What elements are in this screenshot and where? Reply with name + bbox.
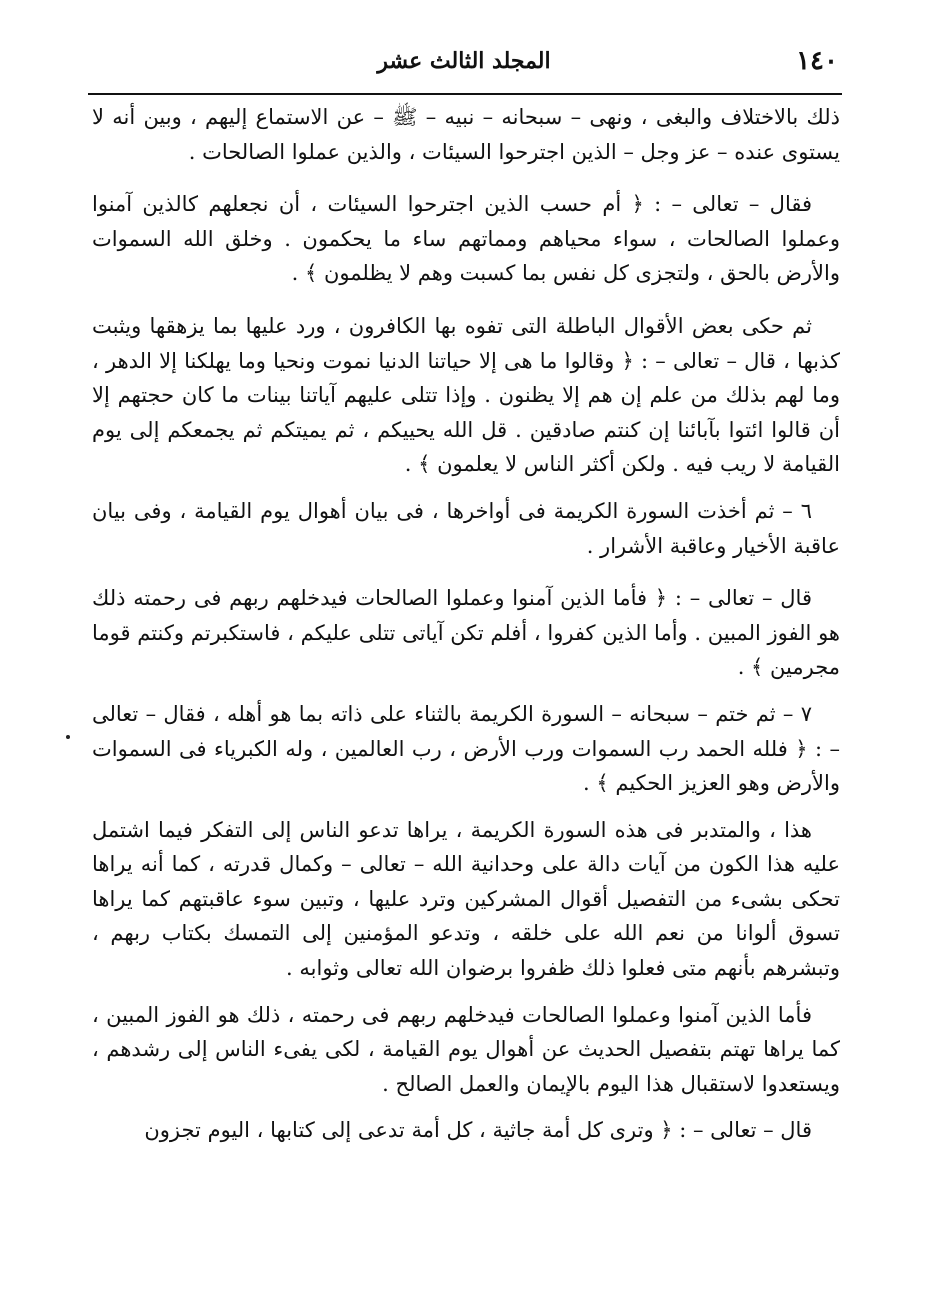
paragraph-5: قال – تعالى – : ﴿ فأما الذين آمنوا وعملوا الصالحات فيدخلهم ربهم فى رحمته ذلك هو الفوز المبين . وأما الذين كفروا ، أفلم تكن آياتى تتلى عليكم ، فاستكبرتم وكنتم قوما مجرمين ﴾ . [92, 586, 840, 680]
header-rule [88, 93, 842, 95]
paragraph-9: قال – تعالى – : ﴿ وترى كل أمة جاثية ، كل أمة تدعى إلى كتابها ، اليوم تجزون [144, 1118, 812, 1143]
paragraph-4: ٦ – ثم أخذت السورة الكريمة فى أواخرها ، فى بيان أهوال يوم القيامة ، وفى بيان عاقبة الأخيار وعاقبة الأشرار . [92, 498, 840, 558]
paragraph-8: فأما الذين آمنوا وعملوا الصالحات فيدخلهم ربهم فى رحمته ، ذلك هو الفوز المبين ، كما يراها تهتم بتفصيل الحديث عن أهوال يوم القيامة ، لكى يفىء الناس إلى رشدهم ، ويستعدوا لاستقبال هذا اليوم بالإيمان والعمل الصالح . [92, 1002, 840, 1096]
body-text [92, 100, 840, 1148]
paragraph-1: ذلك بالاختلاف والبغى ، ونهى – سبحانه – نبيه – ﷺ – عن الاستماع إليهم ، وبين أنه لا يستوى عنده – عز وجل – الذين اجترحوا السيئات ، والذين عملوا الصالحات . [92, 105, 840, 164]
paragraph-2: فقال – تعالى – : ﴿ أم حسب الذين اجترحوا السيئات ، أن نجعلهم كالذين آمنوا وعملوا الصالحات ، سواء محياهم ومماتهم ساء ما يحكمون . وخلق الله السموات والأرض بالحق ، ولتجزى كل نفس بما كسبت وهم لا يظلمون ﴾ . [92, 192, 840, 286]
page-number: ١٤٠ [796, 46, 838, 76]
paragraph-7: هذا ، والمتدبر فى هذه السورة الكريمة ، يراها تدعو الناس إلى التفكر فيما اشتمل عليه هذا الكون من آيات دالة على وحدانية الله – تعالى – وكمال قدرته ، كما أنه يراها تحكى بشىء من التفصيل أقوال المشركين وترد عليها ، وتبين سوء عاقبتهم كما يراها تسوق ألوانا من نعم الله على خلقه ، وتدعو المؤمنين إلى التمسك بكتاب ربهم ، وتبشرهم بأنهم متى فعلوا ذلك ظفروا برضوان الله تعالى وثوابه . [92, 817, 840, 981]
paragraph-3: ثم حكى بعض الأقوال الباطلة التى تفوه بها الكافرون ، ورد عليها بما يزهقها ويثبت كذبها ، قال – تعالى – : ﴿ وقالوا ما هى إلا حياتنا الدنيا نموت ونحيا وما يهلكنا إلا الدهر ، وما لهم بذلك من علم إن هم إلا يظنون . وإذا تتلى عليهم آياتنا بينات ما كان حجتهم إلا أن قالوا ائتوا بآبائنا إن كنتم صادقين . قل الله يحييكم ، ثم يميتكم ثم يجمعكم إلى يوم القيامة لا ريب فيه . ولكن أكثر الناس لا يعلمون ﴾ . [92, 313, 840, 477]
running-title: المجلد الثالث عشر [377, 48, 551, 74]
page-header [90, 40, 838, 92]
stray-ink-mark [66, 735, 70, 739]
paragraph-6: ٧ – ثم ختم – سبحانه – السورة الكريمة بالثناء على ذاته بما هو أهله ، فقال – تعالى – : ﴿ فلله الحمد رب السموات ورب الأرض ، رب العالمين ، وله الكبرياء فى السموات والأرض وهو العزيز الحكيم ﴾ . [92, 701, 840, 796]
